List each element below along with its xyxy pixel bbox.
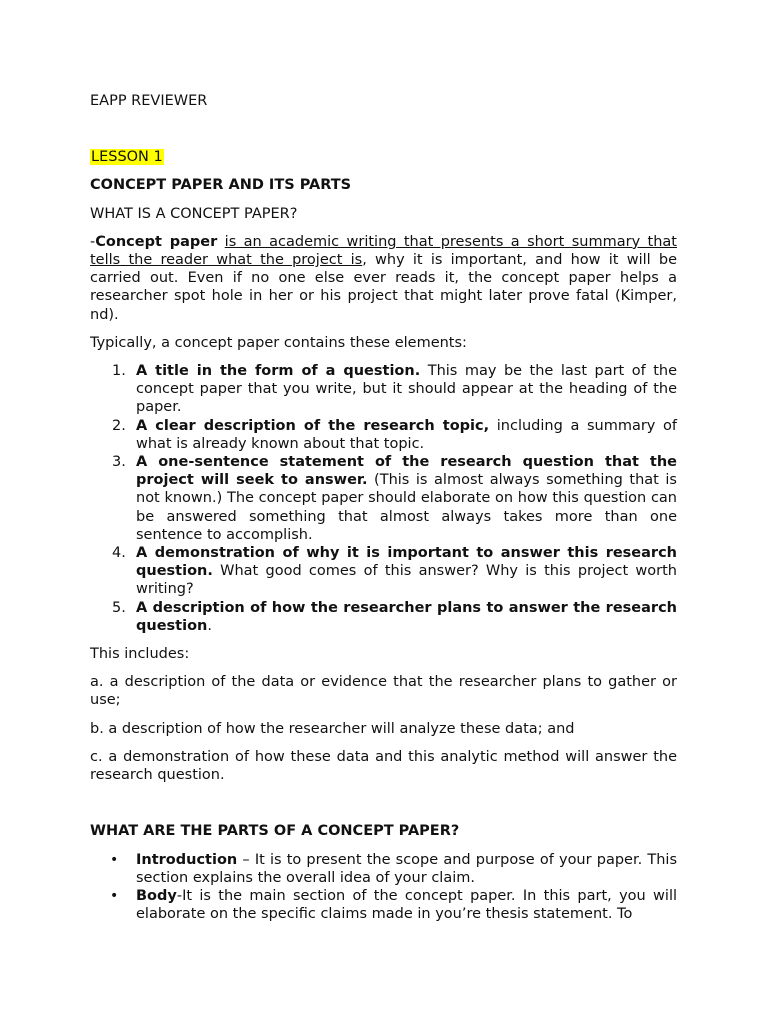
bullet-icon: • bbox=[110, 887, 119, 904]
list-item-number: 5. bbox=[112, 599, 126, 616]
parts-heading: WHAT ARE THE PARTS OF A CONCEPT PAPER? bbox=[90, 823, 460, 840]
list-item-bold: A description of how the researcher plans to answer the research question bbox=[136, 599, 677, 634]
list-item bbox=[90, 362, 677, 417]
definition-rest: , why it is important, and how it will be carried out. Even if no one else ever reads it, the concept paper helps a researcher spot hole in her or his project that might later prove fatal (Kimper, nd). bbox=[90, 252, 677, 323]
list-item-text: (This is almost always something that is not known.) The concept paper should elaborate on how this question can be answered something that almost always takes more than one sentence to accomplish. bbox=[136, 472, 677, 543]
list-item-text: – It is to present the scope and purpose of your paper. This section explains the overall idea of your claim. bbox=[136, 851, 677, 886]
list-item-text: including a summary of what is already known about that topic. bbox=[136, 417, 677, 452]
list-item-text: -It is the main section of the concept paper. In this part, you will elaborate on the specific claims made in you’re thesis statement. To bbox=[136, 887, 677, 923]
list-item bbox=[90, 417, 677, 453]
list-item bbox=[90, 544, 677, 599]
list-item-bold: Introduction bbox=[136, 851, 238, 868]
bullet-icon: • bbox=[110, 851, 119, 868]
elements-list bbox=[90, 362, 677, 635]
list-item-text: What good comes of this answer? Why is this project worth writing? bbox=[136, 563, 677, 598]
list-item-bold: A demonstration of why it is important to answer this research question. bbox=[136, 545, 677, 580]
list-item-number: 2. bbox=[112, 417, 126, 434]
definition-space bbox=[217, 234, 224, 250]
definition-dash: - bbox=[90, 233, 96, 250]
list-item-bold: A clear description of the research topic, bbox=[136, 417, 490, 434]
document-page bbox=[90, 92, 677, 923]
includes-label: This includes: bbox=[90, 646, 190, 663]
list-item bbox=[90, 887, 677, 923]
definition-underlined: is an academic writing that presents a short summary that tells the reader what the project is bbox=[90, 233, 677, 269]
includes-item-c: c. a demonstration of how these data and this analytic method will answer the research question. bbox=[90, 748, 677, 784]
includes-item-b: b. a description of how the researcher will analyze these data; and bbox=[90, 720, 575, 737]
list-item bbox=[90, 851, 677, 887]
definition-paragraph bbox=[90, 233, 677, 324]
parts-list bbox=[90, 851, 677, 924]
list-item-text: This may be the last part of the concept paper that you write, but it should appear at the heading of the paper. bbox=[136, 363, 677, 416]
list-item-number: 1. bbox=[112, 363, 126, 380]
list-item-bold: A one-sentence statement of the research question that the project will seek to answer. bbox=[136, 454, 677, 489]
question-heading: WHAT IS A CONCEPT PAPER? bbox=[90, 205, 298, 222]
list-item bbox=[90, 453, 677, 544]
definition-term: Concept paper bbox=[95, 233, 218, 250]
lesson-wrap bbox=[90, 148, 677, 166]
list-item-number: 4. bbox=[112, 545, 126, 562]
list-item-bold: A title in the form of a question. bbox=[136, 363, 421, 380]
elements-intro: Typically, a concept paper contains these elements: bbox=[90, 334, 467, 351]
document-title: EAPP REVIEWER bbox=[90, 93, 208, 109]
list-item-text: . bbox=[207, 617, 212, 634]
list-item-bold: Body bbox=[136, 887, 177, 904]
section-heading: CONCEPT PAPER AND ITS PARTS bbox=[90, 177, 352, 194]
lesson-label: LESSON 1 bbox=[91, 149, 163, 166]
list-item bbox=[90, 599, 677, 635]
includes-item-a: a. a description of the data or evidence that the researcher plans to gather or use; bbox=[90, 674, 677, 709]
list-item-number: 3. bbox=[112, 454, 126, 471]
